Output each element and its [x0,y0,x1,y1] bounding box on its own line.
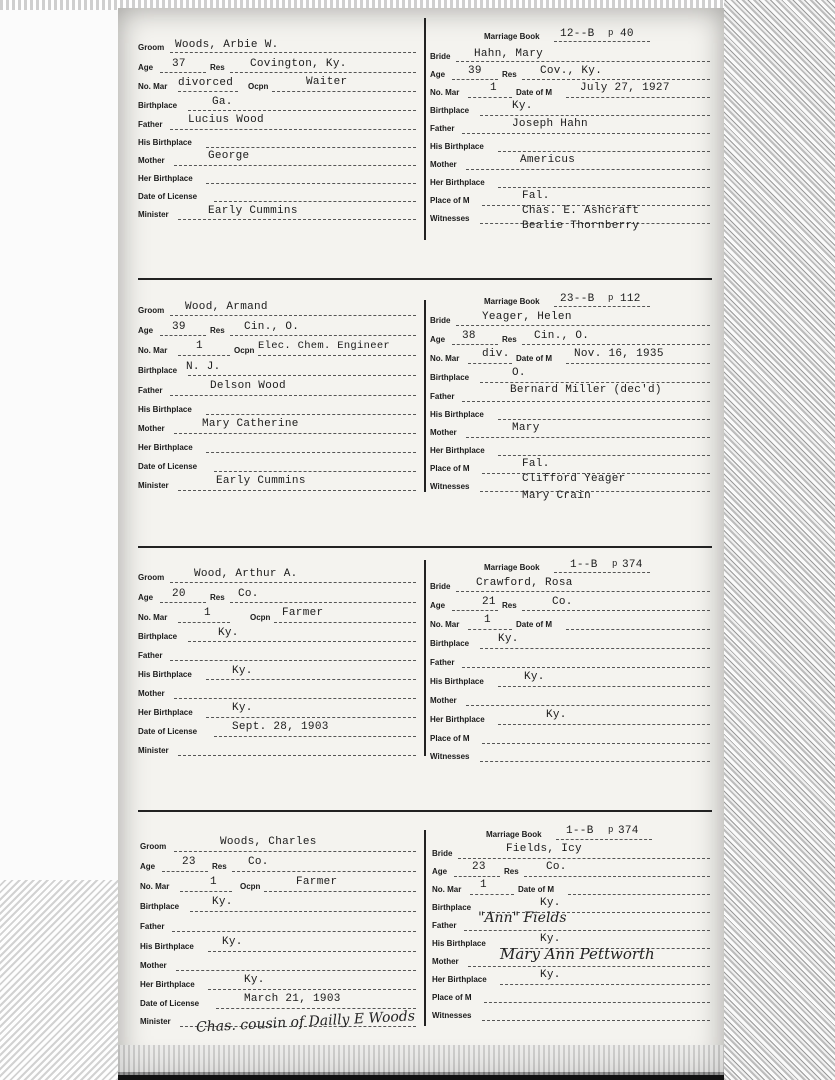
marriage-book-number: 12--B [560,28,595,40]
res-label: Res [212,862,227,871]
bride-label: Bride [430,52,451,61]
leader-line [480,648,710,649]
place-of-m-label: Place of M [430,196,470,205]
groom-name: Wood, Arthur A. [194,568,298,580]
leader-line [480,382,710,383]
marriage-book-page: 40 [620,28,634,40]
mother-label: Mother [138,424,165,433]
res-label: Res [502,335,517,344]
groom-age: 37 [172,58,186,70]
ocpn-label: Ocpn [250,613,271,622]
father-label: Father [140,922,165,931]
groom-no-mar: divorced [178,77,234,89]
leader-line [178,490,416,491]
column-divider [424,830,426,1026]
date-of-license-label: Date of License [138,727,198,736]
leader-line [214,471,416,472]
father-label: Father [138,120,163,129]
leader-line [206,717,416,718]
leader-line [160,602,206,603]
leader-line [172,931,416,932]
age-label: Age [430,70,446,79]
groom-age: 39 [172,321,186,333]
column-divider [424,300,426,492]
date-of-m-label: Date of M [516,620,552,629]
leader-line [170,52,416,53]
leader-line [230,72,416,73]
page-prefix: p [608,825,614,835]
bride-father: Bernard Miller (dec'd) [510,384,662,396]
res-label: Res [210,63,225,72]
bride-age: 21 [482,596,496,608]
leader-line [568,894,710,895]
leader-line [232,871,416,872]
birthplace-label: Birthplace [140,902,180,911]
leader-line [480,491,710,492]
handwritten-bride-mother: Mary Ann Pettworth [500,945,655,963]
column-divider [424,560,426,756]
father-label: Father [430,124,455,133]
leader-line [466,437,710,438]
her-birthplace-label: Her Birthplace [432,975,487,984]
leader-line [498,419,710,420]
leader-line [178,755,416,756]
age-label: Age [138,326,154,335]
his-birthplace-label: His Birthplace [140,942,194,951]
date-of-m-label: Date of M [518,885,554,894]
bride-name: Crawford, Rosa [476,577,573,589]
marriage-book-number: 1--B [570,559,598,571]
birthplace-label: Birthplace [430,639,470,648]
his-birthplace-label: His Birthplace [430,677,484,686]
mother-label: Mother [430,696,457,705]
groom-name: Wood, Armand [185,301,268,313]
groom-ocpn: Farmer [282,607,324,619]
marriage-book-number: 23--B [560,293,595,305]
no-mar-label: No. Mar [430,88,460,97]
leader-line [190,911,416,912]
marriage-book-page: 374 [622,559,643,571]
mother-label: Mother [432,957,459,966]
groom-minister: Early Cummins [208,205,298,217]
leader-line [522,344,710,345]
leader-line [274,622,416,623]
birthplace-label: Birthplace [430,106,470,115]
bottom-scan-noise [118,1045,724,1075]
leader-line [230,335,416,336]
leader-line [208,951,416,952]
groom-no-mar: 1 [204,607,211,619]
leader-line [178,219,416,220]
no-mar-label: No. Mar [138,346,168,355]
leader-line [188,641,416,642]
her-birthplace-label: Her Birthplace [430,715,485,724]
date-of-license-label: Date of License [138,192,198,201]
mother-label: Mother [138,156,165,165]
leader-line [272,91,416,92]
marriage-book-number: 1--B [566,825,594,837]
bride-res: Co. [546,861,567,873]
witnesses-label: Witnesses [430,752,470,761]
no-mar-label: No. Mar [140,882,170,891]
date-of-m-label: Date of M [516,88,552,97]
bride-birthplace: Ky. [498,633,519,645]
leader-line [160,72,206,73]
groom-birthplace: Ga. [212,96,233,108]
page-prefix: p [608,293,614,303]
father-label: Father [138,386,163,395]
groom-label: Groom [138,573,165,582]
bride-his-birthplace: Ky. [524,671,545,683]
leader-line [466,169,710,170]
leader-line [452,344,498,345]
groom-minister: Early Cummins [216,475,306,487]
leader-line [174,698,416,699]
groom-date-of-license: Sept. 28, 1903 [232,721,329,733]
leader-line [498,455,710,456]
page-prefix: p [612,559,618,569]
bride-birthplace: O. [512,367,526,379]
leader-line [482,743,710,744]
leader-line [556,839,652,840]
bride-label: Bride [432,849,453,858]
leader-line [170,582,416,583]
father-label: Father [432,921,457,930]
minister-label: Minister [140,1017,171,1026]
groom-age: 23 [182,856,196,868]
his-birthplace-label: His Birthplace [138,138,192,147]
groom-label: Groom [138,306,165,315]
date-of-license-label: Date of License [138,462,198,471]
groom-mother: George [208,150,250,162]
leader-line [264,891,416,892]
her-birthplace-label: Her Birthplace [138,174,193,183]
leader-line [468,966,710,967]
bride-birthplace: Ky. [512,100,533,112]
place-of-m-label: Place of M [432,993,472,1002]
bride-date-of-m: Nov. 16, 1935 [574,348,664,360]
no-mar-label: No. Mar [432,885,462,894]
section-divider [138,546,712,548]
birthplace-label: Birthplace [138,366,178,375]
section-divider [138,810,712,812]
handwritten-minister-note: Chas. cousin of Dailly E Woods [195,1008,416,1036]
groom-age: 20 [172,588,186,600]
leader-line [214,201,416,202]
leader-line [554,41,650,42]
bride-no-mar: 1 [484,614,491,626]
groom-date-of-license: March 21, 1903 [244,993,341,1005]
leader-line [258,355,416,356]
leader-line [174,851,416,852]
leader-line [230,602,416,603]
left-margin-scan-noise [0,0,118,1080]
leader-line [462,133,710,134]
marriage-book-label: Marriage Book [484,32,540,41]
groom-name: Woods, Charles [220,836,317,848]
bride-name: Hahn, Mary [474,48,544,60]
leader-line [454,876,500,877]
date-of-m-label: Date of M [516,354,552,363]
leader-line [176,970,416,971]
groom-his-birthplace: Ky. [222,936,243,948]
ocpn-label: Ocpn [234,346,255,355]
leader-line [462,667,710,668]
groom-res: Co. [238,588,259,600]
bride-father: Joseph Hahn [512,118,588,130]
res-label: Res [502,70,517,79]
her-birthplace-label: Her Birthplace [430,178,485,187]
minister-label: Minister [138,481,169,490]
witnesses-label: Witnesses [430,482,470,491]
leader-line [464,930,710,931]
section-divider [138,278,712,280]
groom-mother: Mary Catherine [202,418,299,430]
res-label: Res [502,601,517,610]
no-mar-label: No. Mar [138,613,168,622]
leader-line [566,629,710,630]
groom-label: Groom [140,842,167,851]
bride-res: Cin., O. [534,330,590,342]
leader-line [480,761,710,762]
age-label: Age [140,862,156,871]
marriage-book-label: Marriage Book [484,297,540,306]
bride-her-birthplace: Ky. [546,709,567,721]
marriage-book-label: Marriage Book [484,563,540,572]
groom-ocpn: Farmer [296,876,338,888]
leader-line [484,1002,710,1003]
leader-line [458,858,710,859]
his-birthplace-label: His Birthplace [430,410,484,419]
leader-line [522,79,710,80]
leader-line [456,61,710,62]
leader-line [188,375,416,376]
his-birthplace-label: His Birthplace [138,405,192,414]
leader-line [170,660,416,661]
bride-res: Cov., Ky. [540,65,603,77]
no-mar-label: No. Mar [138,82,168,91]
leader-line [206,147,416,148]
leader-line [206,414,416,415]
mother-label: Mother [430,160,457,169]
leader-line [162,871,208,872]
res-label: Res [210,593,225,602]
right-margin-scan-noise [724,0,835,1080]
groom-father: Delson Wood [210,380,286,392]
leader-line [178,622,230,623]
res-label: Res [210,326,225,335]
leader-line [208,989,416,990]
her-birthplace-label: Her Birthplace [138,708,193,717]
no-mar-label: No. Mar [430,620,460,629]
groom-ocpn: Waiter [306,76,348,88]
witness-1: Chas. E. Ashcraft [522,205,640,217]
groom-no-mar: 1 [210,876,217,888]
leader-line [174,165,416,166]
leader-line [206,183,416,184]
marriage-book-label: Marriage Book [486,830,542,839]
bride-date-of-m: July 27, 1927 [580,82,670,94]
witnesses-label: Witnesses [430,214,470,223]
groom-ocpn: Elec. Chem. Engineer [258,340,391,352]
bride-mother: Mary [512,422,540,434]
her-birthplace-label: Her Birthplace [430,446,485,455]
bride-mother: Americus [520,154,576,166]
bride-no-mar: 1 [480,879,487,891]
leader-line [160,335,206,336]
bride-her-birthplace: Ky. [540,969,561,981]
groom-label: Groom [138,43,165,52]
leader-line [498,724,710,725]
father-label: Father [138,651,163,660]
groom-res: Co. [248,856,269,868]
leader-line [452,610,498,611]
groom-father: Lucius Wood [188,114,264,126]
leader-line [566,363,710,364]
handwritten-bride-father: "Ann" Fields [478,910,567,926]
leader-line [500,984,710,985]
date-of-license-label: Date of License [140,999,200,1008]
bride-birthplace: Ky. [540,897,561,909]
mother-label: Mother [140,961,167,970]
leader-line [522,610,710,611]
age-label: Age [432,867,448,876]
bride-age: 39 [468,65,482,77]
his-birthplace-label: His Birthplace [138,670,192,679]
leader-line [498,686,710,687]
leader-line [170,129,416,130]
marriage-book-page: 374 [618,825,639,837]
leader-line [170,395,416,396]
leader-line [462,401,710,402]
her-birthplace-label: Her Birthplace [138,443,193,452]
birthplace-label: Birthplace [430,373,470,382]
bride-age: 23 [472,861,486,873]
mother-label: Mother [138,689,165,698]
place-of-m-label: Place of M [430,464,470,473]
groom-his-birthplace: Ky. [232,665,253,677]
leader-line [170,315,416,316]
age-label: Age [430,335,446,344]
leader-line [470,894,514,895]
witness-1: Clifford Yeager [522,473,626,485]
bride-name: Yeager, Helen [482,311,572,323]
age-label: Age [430,601,446,610]
his-birthplace-label: His Birthplace [432,939,486,948]
leader-line [214,736,416,737]
leader-line [178,91,238,92]
bride-place-of-m: Fal. [522,190,550,202]
groom-res: Covington, Ky. [250,58,347,70]
leader-line [480,115,710,116]
minister-label: Minister [138,210,169,219]
bride-no-mar: 1 [490,82,497,94]
leader-line [566,97,710,98]
leader-line [178,355,230,356]
bride-res: Co. [552,596,573,608]
groom-her-birthplace: Ky. [244,974,265,986]
bride-label: Bride [430,582,451,591]
groom-birthplace: N. J. [186,361,221,373]
father-label: Father [430,392,455,401]
groom-her-birthplace: Ky. [232,702,253,714]
place-of-m-label: Place of M [430,734,470,743]
res-label: Res [504,867,519,876]
age-label: Age [138,593,154,602]
groom-birthplace: Ky. [212,896,233,908]
leader-line [554,306,650,307]
groom-res: Cin., O. [244,321,300,333]
leader-line [456,591,710,592]
witness-2: Bealie Thornberry [522,220,640,232]
groom-no-mar: 1 [196,340,203,352]
birthplace-label: Birthplace [138,101,178,110]
leader-line [498,151,710,152]
minister-label: Minister [138,746,169,755]
column-divider [424,18,426,240]
his-birthplace-label: His Birthplace [430,142,484,151]
her-birthplace-label: Her Birthplace [140,980,195,989]
groom-birthplace: Ky. [218,627,239,639]
bride-no-mar: div. [482,348,510,360]
leader-line [482,1020,710,1021]
leader-line [498,187,710,188]
bride-name: Fields, Icy [506,843,582,855]
birthplace-label: Birthplace [138,632,178,641]
leader-line [188,110,416,111]
father-label: Father [430,658,455,667]
leader-line [206,679,416,680]
bride-his-birthplace: Ky. [540,933,561,945]
bride-place-of-m: Fal. [522,458,550,470]
leader-line [452,79,498,80]
bride-label: Bride [430,316,451,325]
leader-line [174,433,416,434]
age-label: Age [138,63,154,72]
leader-line [206,452,416,453]
leader-line [466,705,710,706]
groom-name: Woods, Arbie W. [175,39,279,51]
page-prefix: p [608,28,614,38]
leader-line [468,97,512,98]
witnesses-label: Witnesses [432,1011,472,1020]
no-mar-label: No. Mar [430,354,460,363]
witness-2: Mary Crain [522,490,592,502]
leader-line [554,572,650,573]
mother-label: Mother [430,428,457,437]
ocpn-label: Ocpn [248,82,269,91]
ocpn-label: Ocpn [240,882,261,891]
leader-line [468,363,512,364]
birthplace-label: Birthplace [432,903,472,912]
marriage-book-page: 112 [620,293,641,305]
leader-line [456,325,710,326]
leader-line [524,876,710,877]
bride-age: 38 [462,330,476,342]
leader-line [468,629,512,630]
leader-line [180,891,232,892]
